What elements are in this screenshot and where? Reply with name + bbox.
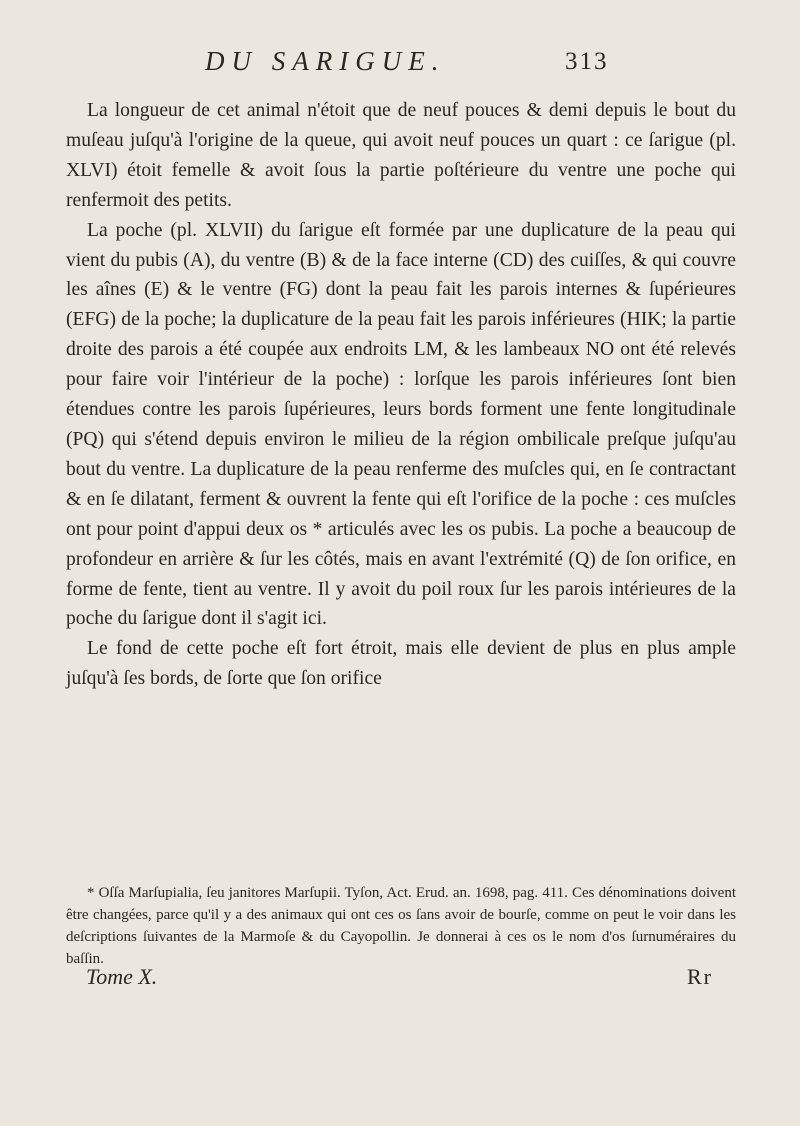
volume-label: Tome X. (86, 964, 158, 989)
page-header (0, 46, 800, 86)
page-number: 313 (565, 48, 609, 75)
paragraph-3: Le fond de cette poche eſt fort étroit, mais elle devient de plus en plus ample juſqu'à ſes bords, de ſorte que ſon orifice (66, 638, 736, 690)
body-text (66, 96, 736, 694)
signature-mark: Rr (687, 964, 713, 989)
page-footer (0, 964, 800, 996)
paragraph-2: La poche (pl. XLVII) du ſarigue eſt formée par une duplicature de la peau qui vient du pubis (A), du ventre (B) & de la face interne (CD) des cuiſſes, & qui couvre les aînes (E) & le ventre (FG) dont la peau fait les parois internes & ſupérieures (EFG) de la poche; la duplicature de la peau fait les parois inférieures (HIK; la partie droite des parois a été coupée aux endroits LM, & les lambeaux NO ont été relevés pour faire voir l'intérieur de la poche) : lorſque les parois inférieures ſont bien étendues contre les parois ſupérieures, leurs bords forment une fente longitudinale (PQ) qui s'étend depuis environ le milieu de la région ombilicale preſque juſqu'au bout du ventre. La duplicature de la peau renferme des muſcles qui, en ſe contractant & en ſe dilatant, ferment & ouvrent la fente qui eſt l'orifice de la poche : ces muſcles ont pour point d'appui deux os * articulés avec les os pubis. La poche a beaucoup de profondeur en arrière & ſur les côtés, mais en avant l'extrémité (Q) de ſon orifice, en forme de fente, tient au ventre. Il y avoit du poil roux ſur les parois intérieures de la poche du ſarigue dont il s'agit ici. (66, 219, 736, 630)
footnote-text: * Oſſa Marſupialia, ſeu janitores Marſupii. Tyſon, Act. Erud. an. 1698, pag. 411. Ces dénominations doivent être changées, parce qu'il y a des animaux qui ont ces os ſans avoir de bourſe, comme on peut le voir dans les deſcriptions ſuivantes de la Marmoſe & du Cayopollin. Je donnerai à ces os le nom d'os ſurnuméraires du baſſin. (66, 885, 736, 967)
paragraph-1: La longueur de cet animal n'étoit que de neuf pouces & demi depuis le bout du muſeau juſqu'à l'origine de la queue, qui avoit neuf pouces un quart : ce ſarigue (pl. XLVI) étoit femelle & avoit ſous la partie poſtérieure du ventre une poche qui renfermoit des petits. (66, 100, 736, 211)
footnote (66, 882, 736, 970)
running-title: DU SARIGUE. (205, 46, 446, 76)
